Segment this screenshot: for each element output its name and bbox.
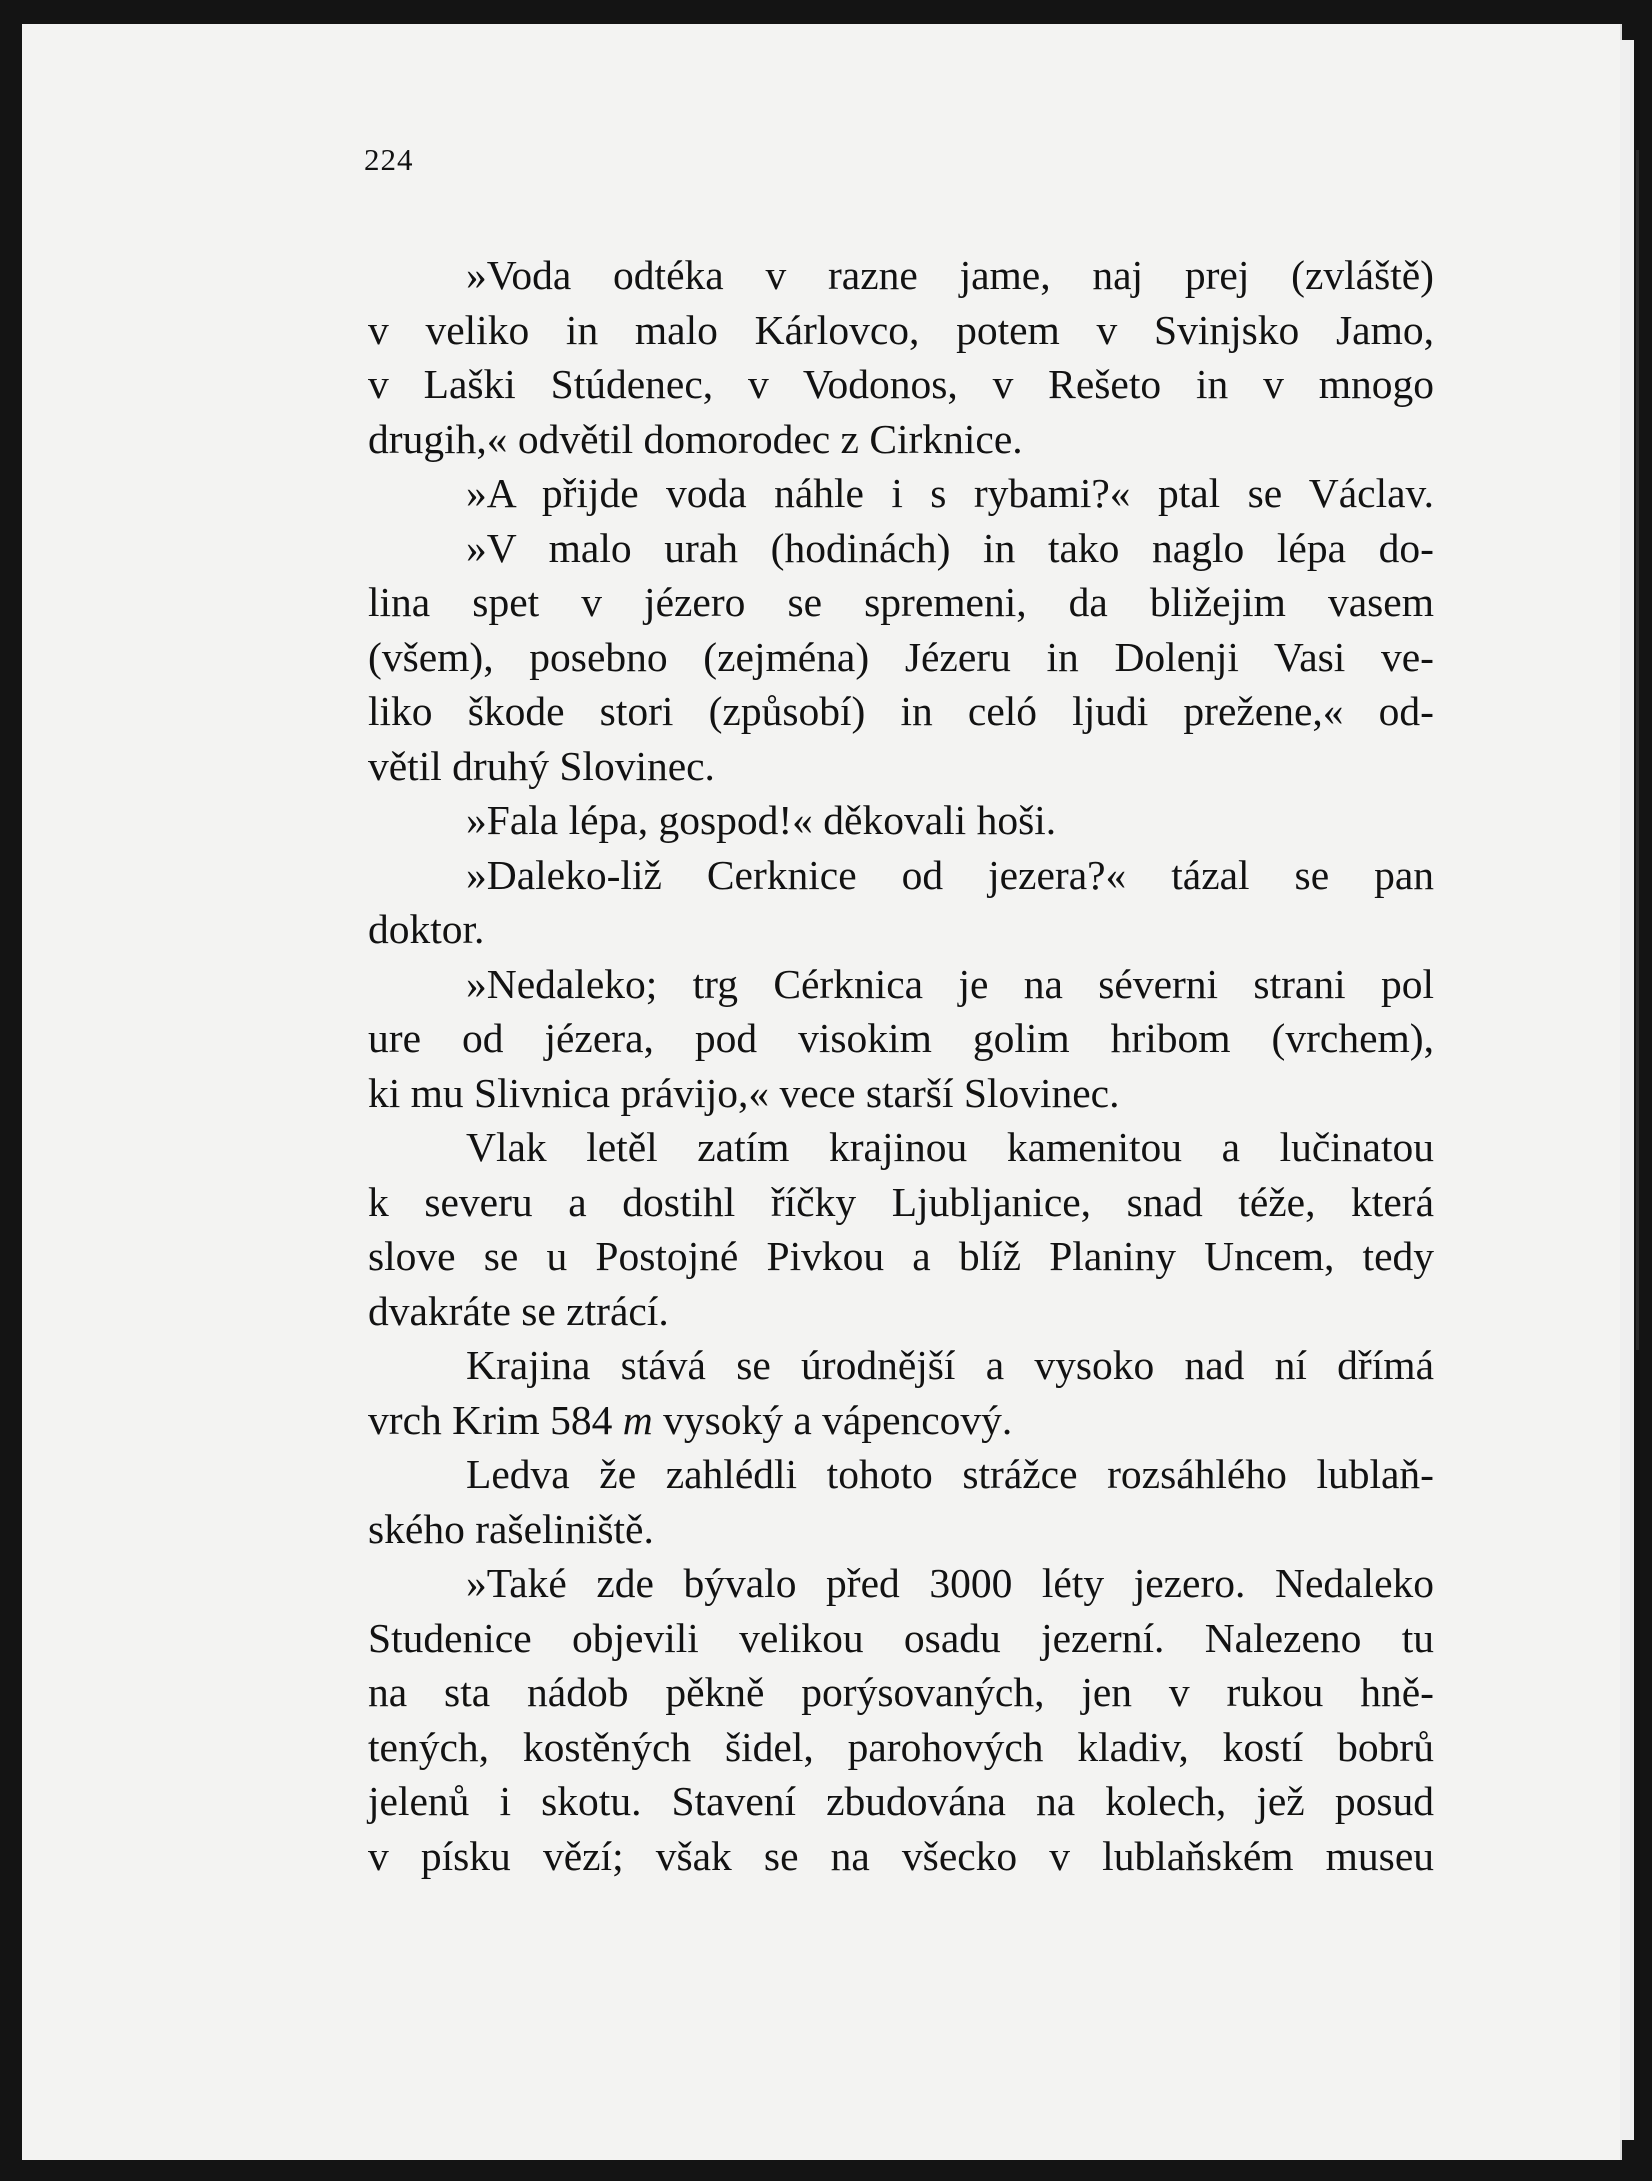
text-line: »Také zde bývalo před 3000 léty jezero. Nedaleko [466,1560,1434,1606]
text-line: dvakráte se ztrácí. [368,1287,669,1334]
text-line: k severu a dostihl říčky Ljubljanice, snad téže, která [368,1178,1434,1225]
text-line: »Fala lépa, gospod!« děkovali hoši. [466,797,1057,843]
text-line: »Daleko-liž Cerknice od jezera?« tázal se pan [466,851,1434,898]
text-line: Studenice objevili velikou osadu jezerní. Nalezeno tu [368,1614,1434,1661]
text-line [368,1393,1434,1448]
text-line: ki mu Slivnica právijo,« vece starší Slovinec. [368,1069,1120,1116]
text-line: tených, kostěných šidel, parohových kladiv, kostí bobrů [368,1723,1434,1770]
binding-shadow [1636,150,1639,1350]
text-line: drugih,« odvětil domorodec z Cirknice. [368,415,1023,462]
text-line: slove se u Postojné Pivkou a blíž Planiny Uncem, tedy [368,1233,1434,1279]
text-line: v Laški Stúdenec, v Vodonos, v Rešeto in v mnogo [368,361,1434,407]
text-line: ure od jézera, pod visokim golim hribom (vrchem), [368,1015,1434,1061]
unit-m: m [622,1396,653,1443]
text-line: větil druhý Slovinec. [368,742,715,789]
text-line: liko škode stori (způsobí) in celó ljudi prežene,« od- [368,688,1434,734]
page-edge [1620,40,1634,2140]
text-line: v písku vězí; však se na všecko v lublaňském museu [368,1832,1434,1879]
page-number: 224 [364,142,414,177]
text-line: ského rašeliniště. [368,1505,654,1552]
text-segment: vrch Krim 584 [368,1396,623,1443]
text-line: doktor. [368,906,485,952]
text-line: (všem), posebno (zejména) Jézeru in Dolenji Vasi ve- [368,633,1434,680]
text-line: »Nedaleko; trg Cérknica je na séverni strani pol [466,960,1434,1007]
text-line: Ledva že zahlédli tohoto strážce rozsáhlého lublaň- [466,1451,1434,1497]
text-line: »V malo urah (hodinách) in tako naglo lépa do- [466,524,1434,571]
body-text [368,248,1434,1883]
text-line: Vlak letěl zatím krajinou kamenitou a lučinatou [466,1124,1434,1170]
text-segment: vysoký a vápencový. [652,1396,1013,1443]
text-line: v veliko in malo Kárlovco, potem v Svinjsko Jamo, [368,306,1434,353]
text-line: Krajina stává se úrodnější a vysoko nad ní dřímá [466,1342,1434,1388]
text-line: »Voda odtéka v razne jame, naj prej (zvláště) [466,252,1434,298]
text-line: lina spet v jézero se spremeni, da bližejim vasem [368,579,1434,625]
text-line: jelenů i skotu. Stavení zbudována na kolech, jež posud [368,1778,1434,1824]
text-line: »A přijde voda náhle i s rybami?« ptal se Václav. [466,470,1434,516]
text-line: na sta nádob pěkně porýsovaných, jen v rukou hně- [368,1669,1434,1715]
